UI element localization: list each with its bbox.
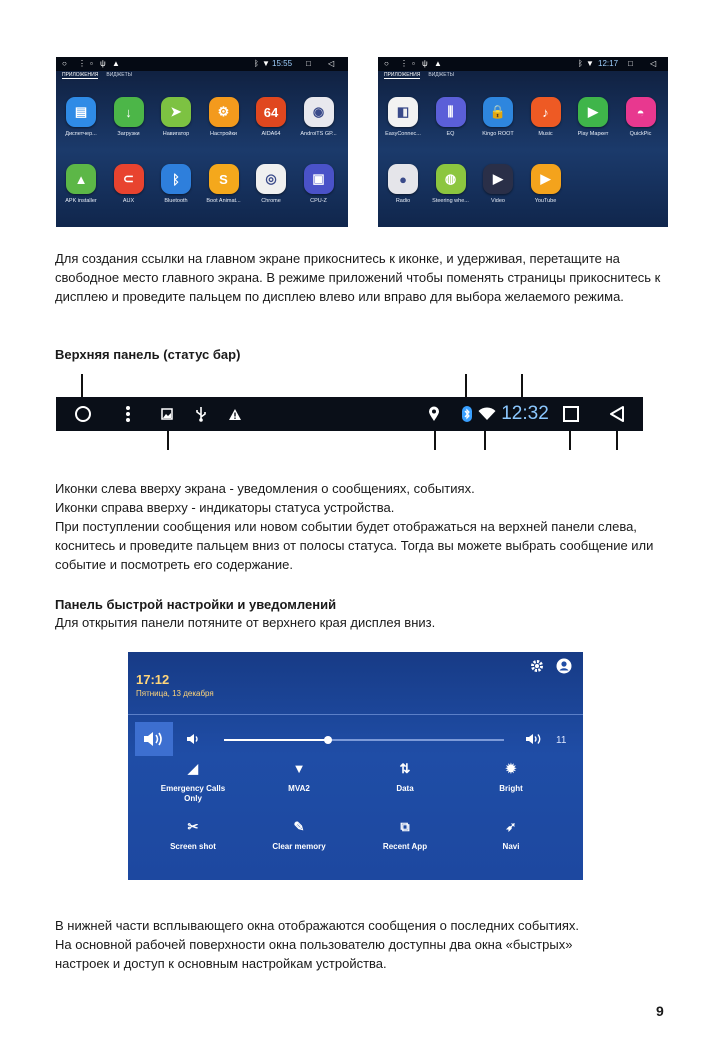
app-label: Steering whe... bbox=[432, 198, 469, 204]
tile-label: Data bbox=[396, 784, 414, 793]
app-glyph-icon: ◧ bbox=[388, 97, 418, 127]
back-icon: ◁ bbox=[650, 59, 657, 68]
app-glyph-icon: ◍ bbox=[436, 164, 466, 194]
tab-widgets[interactable]: ВИДЖЕТЫ bbox=[428, 72, 455, 78]
app-icon[interactable] bbox=[152, 97, 200, 137]
status-bar-diagram bbox=[56, 397, 643, 431]
volume-mode-button[interactable] bbox=[135, 722, 173, 756]
tile-icon: ✎ bbox=[293, 819, 305, 834]
app-glyph-icon: 64 bbox=[256, 97, 286, 127]
app-icon[interactable] bbox=[105, 164, 153, 204]
app-icon[interactable] bbox=[474, 97, 522, 137]
app-icon[interactable] bbox=[379, 164, 427, 204]
text-line: Иконки справа вверху - индикаторы статуса устройства. bbox=[55, 500, 395, 515]
tab-widgets[interactable]: ВИДЖЕТЫ bbox=[106, 72, 133, 78]
app-label: Kingo ROOT bbox=[482, 131, 514, 137]
app-label: Настройки bbox=[210, 131, 237, 137]
callout-line bbox=[167, 431, 169, 450]
volume-high-icon bbox=[525, 732, 543, 750]
back-triangle-icon[interactable] bbox=[606, 397, 628, 431]
quick-settings-screenshot bbox=[128, 652, 583, 880]
location-pin-icon bbox=[426, 397, 442, 431]
back-icon: ◁ bbox=[328, 59, 335, 68]
panel-date: Пятница, 13 декабря bbox=[136, 689, 214, 698]
wifi-icon: ▼ bbox=[586, 59, 594, 68]
app-label: Radio bbox=[395, 198, 411, 204]
callout-line bbox=[434, 431, 436, 450]
app-glyph-icon: ↓ bbox=[114, 97, 144, 127]
recents-icon: □ bbox=[628, 59, 633, 68]
app-glyph-icon: ⚙ bbox=[209, 97, 239, 127]
app-label: Video bbox=[491, 198, 505, 204]
screenshot-status-bar bbox=[56, 57, 348, 71]
recents-icon: □ bbox=[306, 59, 311, 68]
app-label: EQ bbox=[446, 131, 455, 137]
callout-line bbox=[81, 374, 83, 397]
tile-icon: ➶ bbox=[505, 819, 517, 834]
app-glyph-icon: ⫼ bbox=[436, 97, 466, 127]
app-icon[interactable] bbox=[200, 97, 248, 137]
image-icon: ▫ bbox=[90, 59, 93, 68]
app-glyph-icon: S bbox=[209, 164, 239, 194]
quick-tile[interactable] bbox=[244, 761, 354, 794]
heading-status-bar: Верхняя панель (статус бар) bbox=[55, 347, 241, 362]
app-icon[interactable] bbox=[379, 97, 427, 137]
app-label: Music bbox=[538, 131, 553, 137]
app-label: Chrome bbox=[261, 198, 281, 204]
quick-tile[interactable] bbox=[138, 819, 248, 852]
drawer-tabs bbox=[62, 72, 140, 78]
usb-icon: ψ bbox=[100, 59, 106, 68]
app-label: EasyConnec... bbox=[385, 131, 421, 137]
usb-icon: ψ bbox=[422, 59, 428, 68]
app-label: CPU-Z bbox=[310, 198, 327, 204]
clock-time: 12:17 bbox=[598, 59, 619, 68]
callout-line bbox=[616, 431, 618, 450]
status-clock: 12:32 bbox=[501, 403, 549, 424]
quick-tile[interactable] bbox=[350, 819, 460, 852]
drawer-tabs bbox=[384, 72, 462, 78]
settings-gear-icon[interactable] bbox=[530, 659, 544, 678]
app-glyph-icon: ▶ bbox=[531, 164, 561, 194]
app-icon[interactable] bbox=[295, 164, 343, 204]
app-icon[interactable] bbox=[617, 97, 665, 137]
wifi-icon: ▼ bbox=[262, 59, 270, 68]
app-icon[interactable] bbox=[247, 97, 295, 137]
tile-label: Navi bbox=[502, 842, 520, 851]
bluetooth-icon: ᛒ bbox=[578, 59, 583, 68]
app-label: Bluetooth bbox=[164, 198, 188, 204]
app-glyph-icon: ▣ bbox=[304, 164, 334, 194]
warning-icon bbox=[226, 397, 244, 431]
tile-icon: ⧉ bbox=[400, 819, 410, 834]
app-label: AUX bbox=[122, 198, 135, 204]
quick-settings-instruction: Для открытия панели потяните от верхнего края дисплея вниз. bbox=[55, 615, 436, 630]
text-line: В нижней части всплывающего окна отображаются сообщения о последних событиях. bbox=[55, 918, 579, 933]
quick-tile[interactable] bbox=[138, 761, 248, 804]
app-icon[interactable] bbox=[427, 164, 475, 204]
user-account-icon[interactable] bbox=[556, 658, 572, 679]
volume-slider[interactable] bbox=[224, 739, 504, 741]
wifi-icon bbox=[477, 397, 497, 431]
callout-line bbox=[569, 431, 571, 450]
app-icon[interactable] bbox=[522, 97, 570, 137]
usb-icon bbox=[193, 397, 209, 431]
tile-label: Bright bbox=[499, 784, 523, 793]
app-label: QuickPic bbox=[629, 131, 652, 137]
app-label: AIDA64 bbox=[261, 131, 281, 137]
app-icon[interactable] bbox=[522, 164, 570, 204]
bluetooth-icon: ᛒ bbox=[254, 59, 259, 68]
app-icon[interactable] bbox=[569, 97, 617, 137]
app-icon[interactable] bbox=[57, 97, 105, 137]
tile-label: Recent App bbox=[382, 842, 428, 851]
image-icon bbox=[159, 397, 175, 431]
app-glyph-icon: ⊂ bbox=[114, 164, 144, 194]
quick-tile[interactable] bbox=[244, 819, 354, 852]
text-line: настроек и доступ к основным настройкам устройства. bbox=[55, 956, 387, 971]
warning-icon: ▲ bbox=[112, 59, 120, 68]
clock-time: 15:55 bbox=[272, 59, 293, 68]
more-icon: ⋮ bbox=[400, 59, 408, 68]
tab-apps[interactable]: ПРИЛОЖЕНИЯ bbox=[384, 72, 421, 78]
tile-icon: ⇅ bbox=[399, 761, 411, 776]
paragraph-shortcut-instructions: Для создания ссылки на главном экране прикоснитесь к иконке, и удерживая, перетащите на свободное место главного экрана. В режиме приложений чтобы поменять страницы прикоснитесь к дисплею и проведите пальцем по дисплею влево или вправо для выбора желаемого режима. bbox=[55, 251, 661, 304]
home-circle-icon: ○ bbox=[62, 59, 67, 68]
app-glyph-icon: ▶ bbox=[483, 164, 513, 194]
volume-value: 11 bbox=[556, 735, 567, 746]
app-icon[interactable] bbox=[474, 164, 522, 204]
app-icon[interactable] bbox=[152, 164, 200, 204]
paragraph-status-icons bbox=[55, 479, 675, 574]
screenshot-status-bar bbox=[378, 57, 668, 71]
text-line: На основной рабочей поверхности окна пользователю доступны два окна «быстрых» bbox=[55, 937, 573, 952]
app-icon[interactable] bbox=[427, 97, 475, 137]
callout-line bbox=[465, 374, 467, 397]
app-glyph-icon: ● bbox=[388, 164, 418, 194]
app-icon[interactable] bbox=[57, 164, 105, 204]
divider bbox=[128, 714, 583, 715]
tab-apps[interactable]: ПРИЛОЖЕНИЯ bbox=[62, 72, 99, 78]
bluetooth-icon bbox=[460, 397, 474, 431]
app-icon[interactable] bbox=[200, 164, 248, 204]
panel-time: 17:12 bbox=[136, 672, 170, 687]
app-drawer-screenshot-1 bbox=[56, 57, 348, 227]
tile-icon: ◢ bbox=[188, 761, 198, 776]
tile-icon: ✹ bbox=[505, 761, 517, 776]
tile-label: Screen shot bbox=[170, 842, 216, 851]
home-circle-icon: ○ bbox=[384, 59, 389, 68]
callout-line bbox=[521, 374, 523, 397]
app-icon[interactable] bbox=[295, 97, 343, 137]
paragraph-panel-description bbox=[55, 916, 675, 973]
home-circle-icon[interactable] bbox=[72, 397, 94, 431]
image-icon: ▫ bbox=[412, 59, 415, 68]
app-label: Навигатор bbox=[162, 131, 190, 137]
app-glyph-icon: ᛒ bbox=[161, 164, 191, 194]
quick-tile[interactable] bbox=[456, 761, 566, 794]
app-glyph-icon: ◎ bbox=[256, 164, 286, 194]
tile-icon: ✂ bbox=[187, 819, 199, 834]
app-icon[interactable] bbox=[247, 164, 295, 204]
tile-icon: ▼ bbox=[292, 761, 306, 776]
text-line: При поступлении сообщения или новом событии будет отображаться на верхней панели слева, коснитесь и проведите пальцем вниз от полосы статуса. Тогда вы можете выбрать сообщение или событие и посмотреть его содержание. bbox=[55, 519, 654, 572]
app-glyph-icon: 🔒 bbox=[483, 97, 513, 127]
app-label: Play Маркет bbox=[577, 131, 609, 137]
more-icon[interactable] bbox=[120, 397, 136, 431]
app-drawer-screenshot-2 bbox=[378, 57, 668, 227]
app-label: Загрузки bbox=[117, 131, 140, 137]
text-line: Иконки слева вверху экрана - уведомления о сообщениях, событиях. bbox=[55, 481, 475, 496]
app-glyph-icon: ◉ bbox=[304, 97, 334, 127]
app-icon[interactable] bbox=[105, 97, 153, 137]
app-label: Диспетчер... bbox=[65, 131, 97, 137]
app-glyph-icon: ▲ bbox=[66, 164, 96, 194]
quick-tile[interactable] bbox=[456, 819, 566, 852]
app-label: Boot Animat... bbox=[206, 198, 241, 204]
volume-low-icon bbox=[186, 732, 200, 750]
app-label: YouTube bbox=[534, 198, 557, 204]
app-label: AndroiTS GP... bbox=[300, 131, 337, 137]
heading-quick-settings: Панель быстрой настройки и уведомлений bbox=[55, 597, 337, 612]
recents-square-icon[interactable] bbox=[560, 397, 582, 431]
tile-label: MVA2 bbox=[288, 784, 310, 793]
app-glyph-icon: ♪ bbox=[531, 97, 561, 127]
tile-label: Emergency Calls Only bbox=[160, 784, 226, 803]
warning-icon: ▲ bbox=[434, 59, 442, 68]
app-glyph-icon: ◓ bbox=[626, 97, 656, 127]
tile-label: Clear memory bbox=[272, 842, 326, 851]
app-glyph-icon: ➤ bbox=[161, 97, 191, 127]
app-glyph-icon: ▶ bbox=[578, 97, 608, 127]
callout-line bbox=[484, 431, 486, 450]
app-glyph-icon: ▤ bbox=[66, 97, 96, 127]
quick-tile[interactable] bbox=[350, 761, 460, 794]
more-icon: ⋮ bbox=[78, 59, 86, 68]
page-number: 9 bbox=[656, 1003, 664, 1019]
app-label: APK installer bbox=[65, 198, 97, 204]
